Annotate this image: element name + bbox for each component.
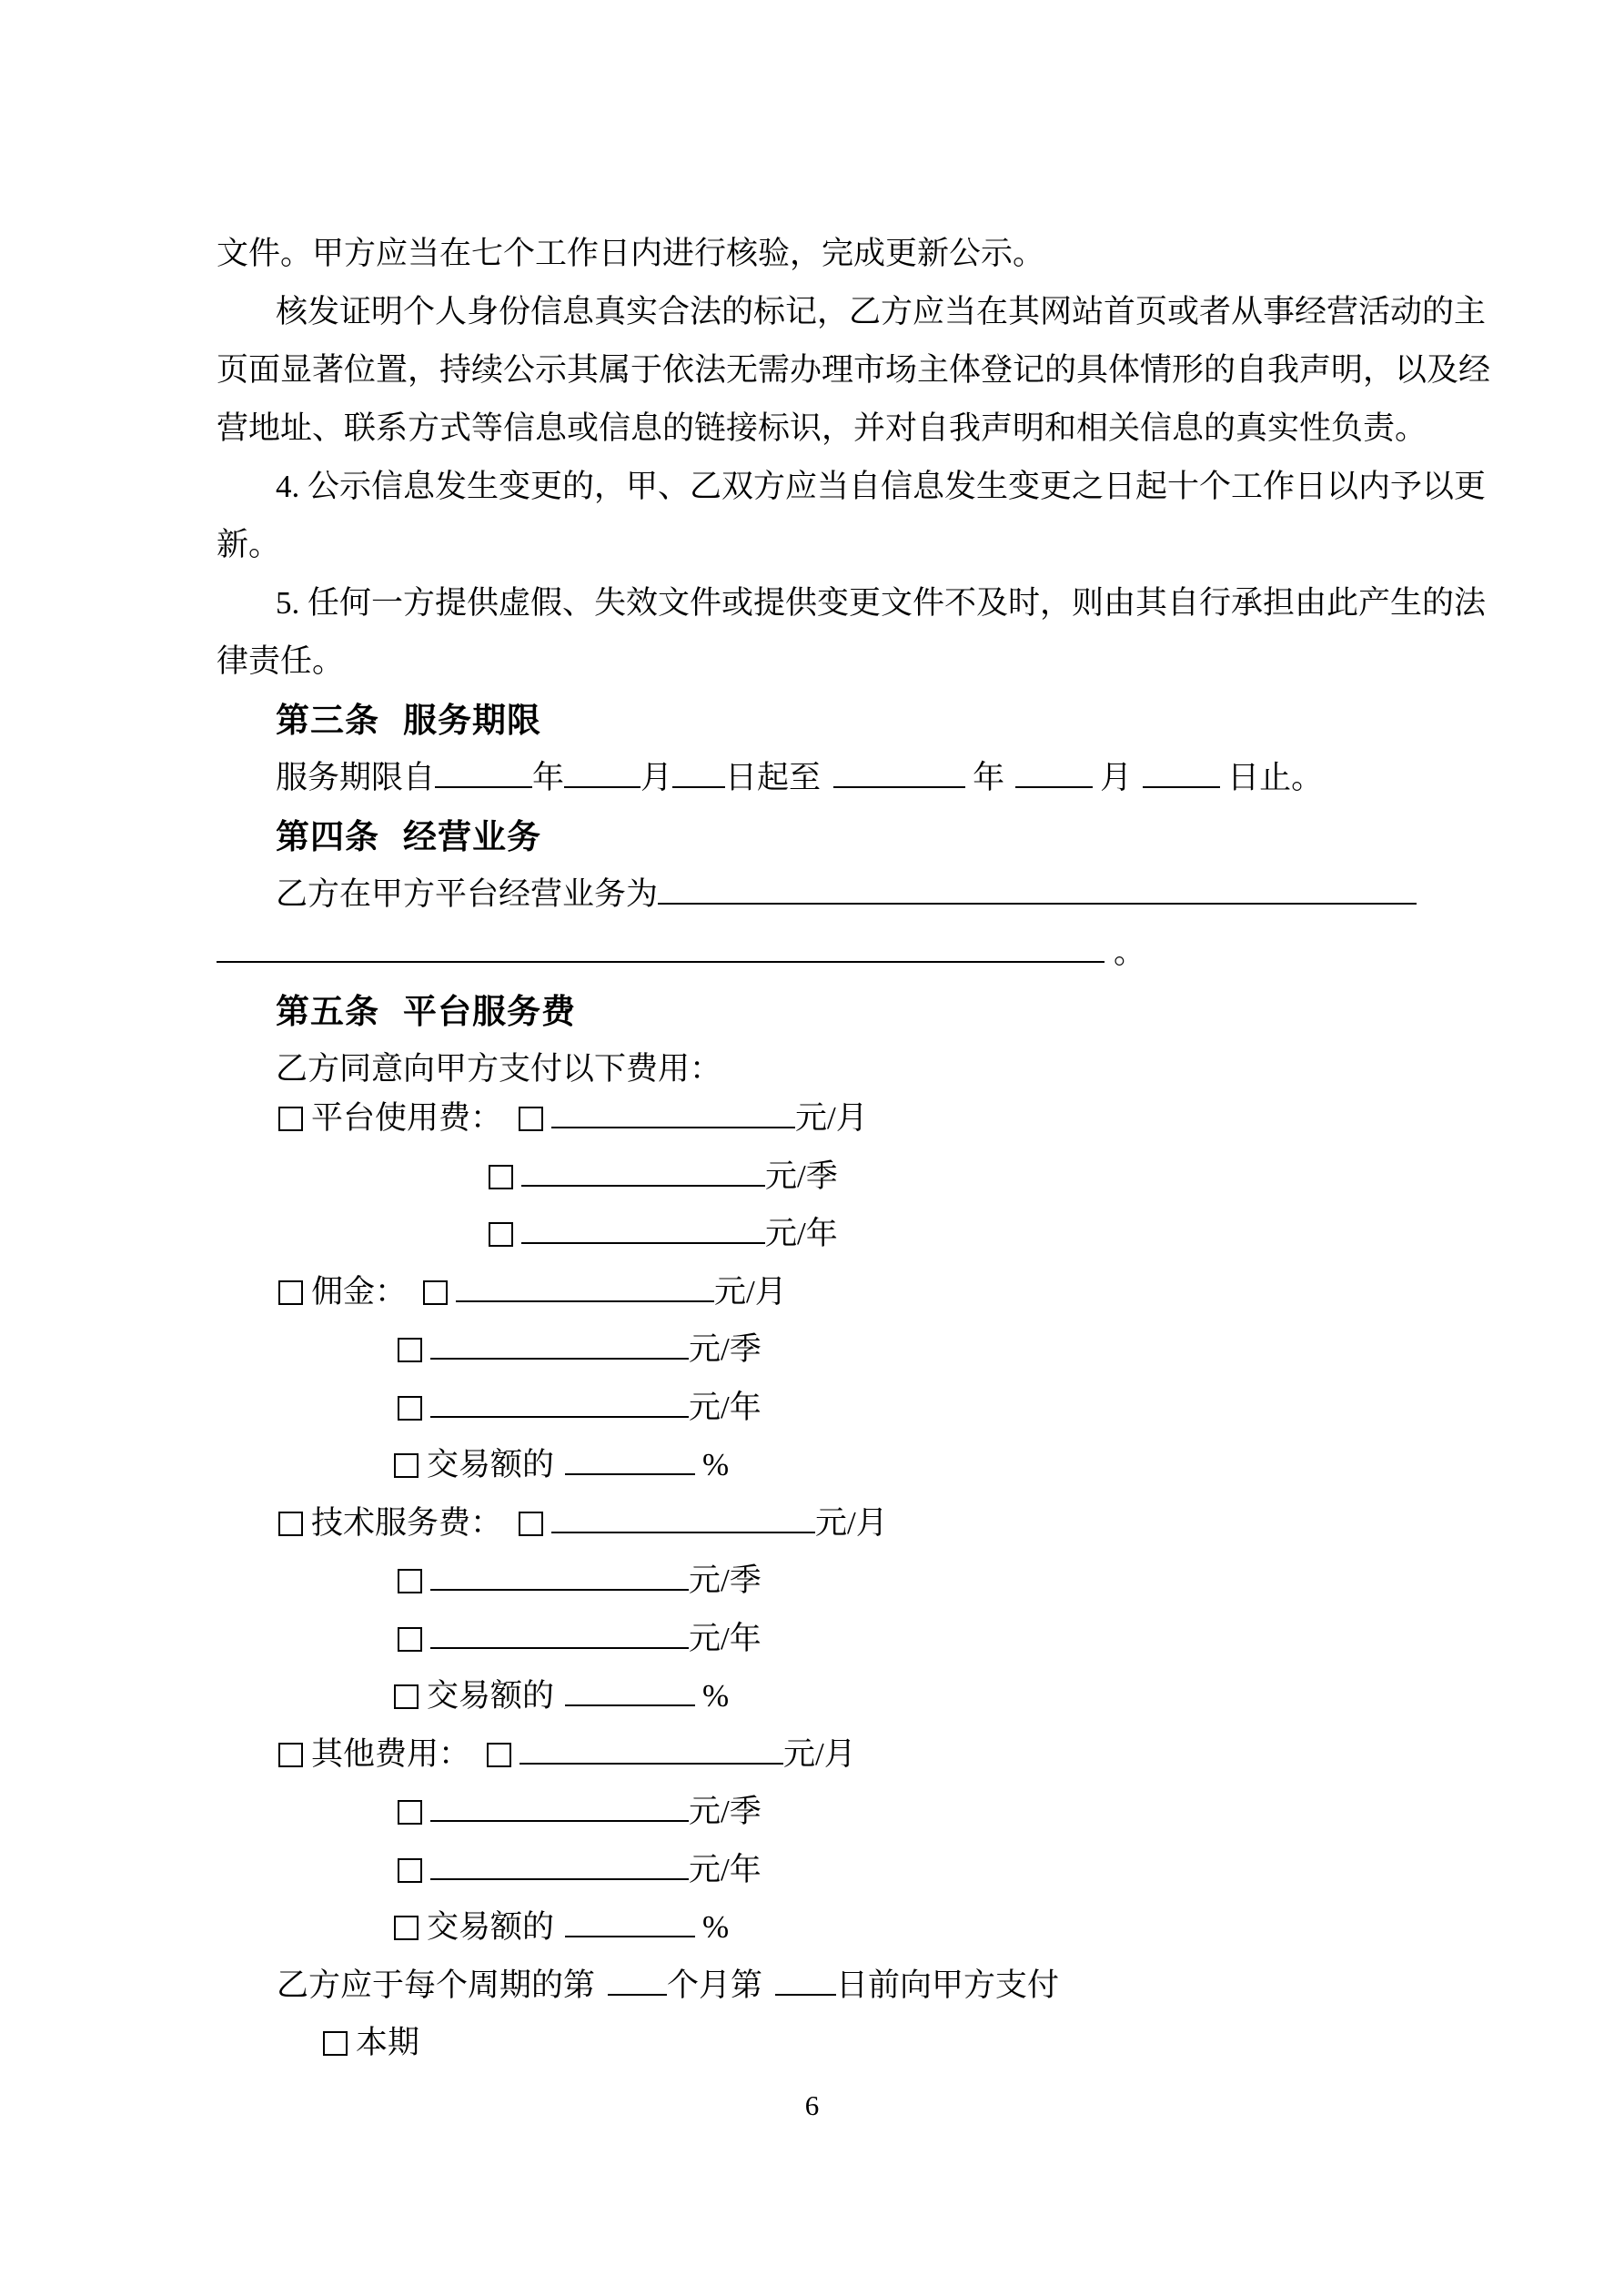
fee-label: 佣金： [311,1274,408,1310]
paragraph-line: 4. 公示信息发生变更的，甲、乙双方应当自信息发生变更之日起十个工作日以内予以更 [276,469,1487,504]
platform-quarter-amount-field[interactable] [521,1159,765,1187]
other-share-percent-field[interactable] [565,1910,695,1937]
other-quarter-amount-field[interactable] [430,1795,689,1822]
article3-heading [276,700,541,742]
fee-row-tech-share [394,1676,729,1716]
share-label: 交易额的 [427,1678,555,1714]
term-text: 服务期限自 [276,760,436,795]
unit-label: 元/月 [815,1505,888,1541]
article4-number: 第四条 [276,818,379,855]
platform-year-checkbox[interactable] [489,1222,513,1247]
other-month-amount-field[interactable] [519,1737,783,1765]
unit-label: 元/季 [689,1794,762,1829]
article4-heading [276,816,541,858]
tech-quarter-amount-field[interactable] [430,1563,689,1591]
other-quarter-checkbox[interactable] [398,1800,422,1825]
percent-label: % [702,1678,730,1714]
commission-share-checkbox[interactable] [394,1453,419,1478]
term-text: 月 [1100,760,1133,795]
share-label: 交易额的 [427,1909,555,1945]
payment-month-field[interactable] [608,1968,667,1996]
tech-month-amount-field[interactable] [551,1506,815,1533]
payment-text: 个月第 [667,1967,763,2003]
tech-share-checkbox[interactable] [394,1684,419,1709]
fee-row-tech-month [278,1503,888,1543]
fee-label: 其他费用： [311,1736,471,1772]
business-line-1 [276,875,1417,915]
platform-year-amount-field[interactable] [521,1217,765,1244]
fee-row-platform-year [489,1214,838,1254]
term-text: 年 [973,760,1005,795]
fee-row-tech-quarter [398,1561,762,1601]
fee-row-platform-quarter [489,1157,838,1197]
tech-share-percent-field[interactable] [565,1679,695,1706]
fee-label: 技术服务费： [311,1505,503,1541]
unit-label: 元/月 [783,1736,856,1772]
fee-label: 平台使用费： [311,1100,503,1136]
term-text: 日起至 [725,760,822,795]
business-field-line1[interactable] [658,877,1417,905]
unit-label: 元/季 [689,1331,762,1367]
service-term-line [276,758,1323,798]
unit-label: 元/月 [714,1274,787,1310]
article3-title: 服务期限 [403,702,541,739]
fee-row-other-share [394,1907,729,1947]
tech-fee-checkbox[interactable] [278,1512,303,1536]
share-label: 交易额的 [427,1447,555,1482]
current-period-label: 本期 [356,2025,420,2060]
unit-label: 元/季 [765,1158,838,1194]
fee-row-other-month [278,1735,856,1775]
platform-month-checkbox[interactable] [519,1107,543,1131]
payment-text: 乙方应于每个周期的第 [277,1967,596,2003]
commission-year-checkbox[interactable] [398,1396,422,1421]
term-end-day-field[interactable] [1143,761,1220,788]
unit-label: 元/年 [689,1621,762,1656]
term-text: 日止。 [1227,760,1324,795]
term-text: 年 [532,760,565,795]
article4-title: 经营业务 [403,818,541,855]
article3-number: 第三条 [276,702,379,739]
commission-month-amount-field[interactable] [456,1275,714,1302]
business-prefix: 乙方在甲方平台经营业务为 [276,876,659,912]
payment-text: 日前向甲方支付 [836,1967,1060,2003]
fee-row-platform-month [278,1098,868,1138]
commission-share-percent-field[interactable] [565,1448,695,1475]
fee-row-other-quarter [398,1792,762,1832]
business-line-2 [217,933,1145,973]
term-end-month-field[interactable] [1015,761,1093,788]
unit-label: 元/月 [795,1100,868,1136]
percent-label: % [702,1447,730,1482]
unit-label: 元/年 [689,1390,762,1425]
article5-heading [276,991,576,1033]
paragraph-line: 核发证明个人身份信息真实合法的标记，乙方应当在其网站首页或者从事经营活动的主 [276,294,1487,329]
fee-row-commission-share [394,1445,729,1485]
other-year-checkbox[interactable] [398,1858,422,1883]
platform-month-amount-field[interactable] [551,1101,795,1128]
fee-row-commission-year [398,1388,762,1428]
commission-checkbox[interactable] [278,1280,303,1305]
term-text: 月 [641,760,673,795]
paragraph-line: 5. 任何一方提供虚假、失效文件或提供变更文件不及时，则由其自行承担由此产生的法 [276,585,1487,621]
other-share-checkbox[interactable] [394,1916,419,1940]
fee-row-other-year [398,1850,762,1890]
term-start-day-field[interactable] [672,761,725,788]
business-period: 。 [1114,935,1146,970]
platform-fee-checkbox[interactable] [278,1107,303,1131]
unit-label: 元/年 [765,1216,838,1251]
fees-intro: 乙方同意向甲方支付以下费用： [276,1051,722,1087]
commission-quarter-checkbox[interactable] [398,1338,422,1362]
article5-number: 第五条 [276,993,379,1030]
platform-quarter-checkbox[interactable] [489,1165,513,1189]
paragraph-line: 文件。甲方应当在七个工作日内进行核验，完成更新公示。 [217,236,1045,271]
other-fee-checkbox[interactable] [278,1743,303,1767]
tech-year-checkbox[interactable] [398,1627,422,1652]
paragraph-line: 页面显著位置，持续公示其属于依法无需办理市场主体登记的具体情形的自我声明，以及经 [217,352,1491,388]
term-start-month-field[interactable] [564,761,641,788]
current-period-row [323,2023,419,2063]
tech-month-checkbox[interactable] [519,1512,543,1536]
paragraph-line: 营地址、联系方式等信息或信息的链接标识，并对自我声明和相关信息的真实性负责。 [217,410,1427,446]
commission-year-amount-field[interactable] [430,1391,689,1418]
paragraph-line: 律责任。 [217,643,345,679]
term-start-year-field[interactable] [435,761,532,788]
commission-month-checkbox[interactable] [423,1280,448,1305]
fee-row-commission-month [278,1272,787,1312]
paragraph-line: 新。 [217,527,281,562]
payment-day-field[interactable] [775,1968,836,1996]
other-month-checkbox[interactable] [487,1743,511,1767]
page-number: 6 [804,2089,820,2121]
fee-row-tech-year [398,1619,762,1659]
percent-label: % [702,1909,730,1945]
commission-quarter-amount-field[interactable] [430,1332,689,1360]
unit-label: 元/年 [689,1852,762,1887]
current-period-checkbox[interactable] [323,2031,348,2056]
payment-schedule-line [277,1966,1059,2006]
tech-year-amount-field[interactable] [430,1622,689,1649]
term-end-year-field[interactable] [833,761,965,788]
fee-row-commission-quarter [398,1330,762,1370]
business-field-line2[interactable] [217,936,1105,963]
unit-label: 元/季 [689,1563,762,1598]
tech-quarter-checkbox[interactable] [398,1569,422,1593]
other-year-amount-field[interactable] [430,1853,689,1880]
article5-title: 平台服务费 [403,993,576,1030]
